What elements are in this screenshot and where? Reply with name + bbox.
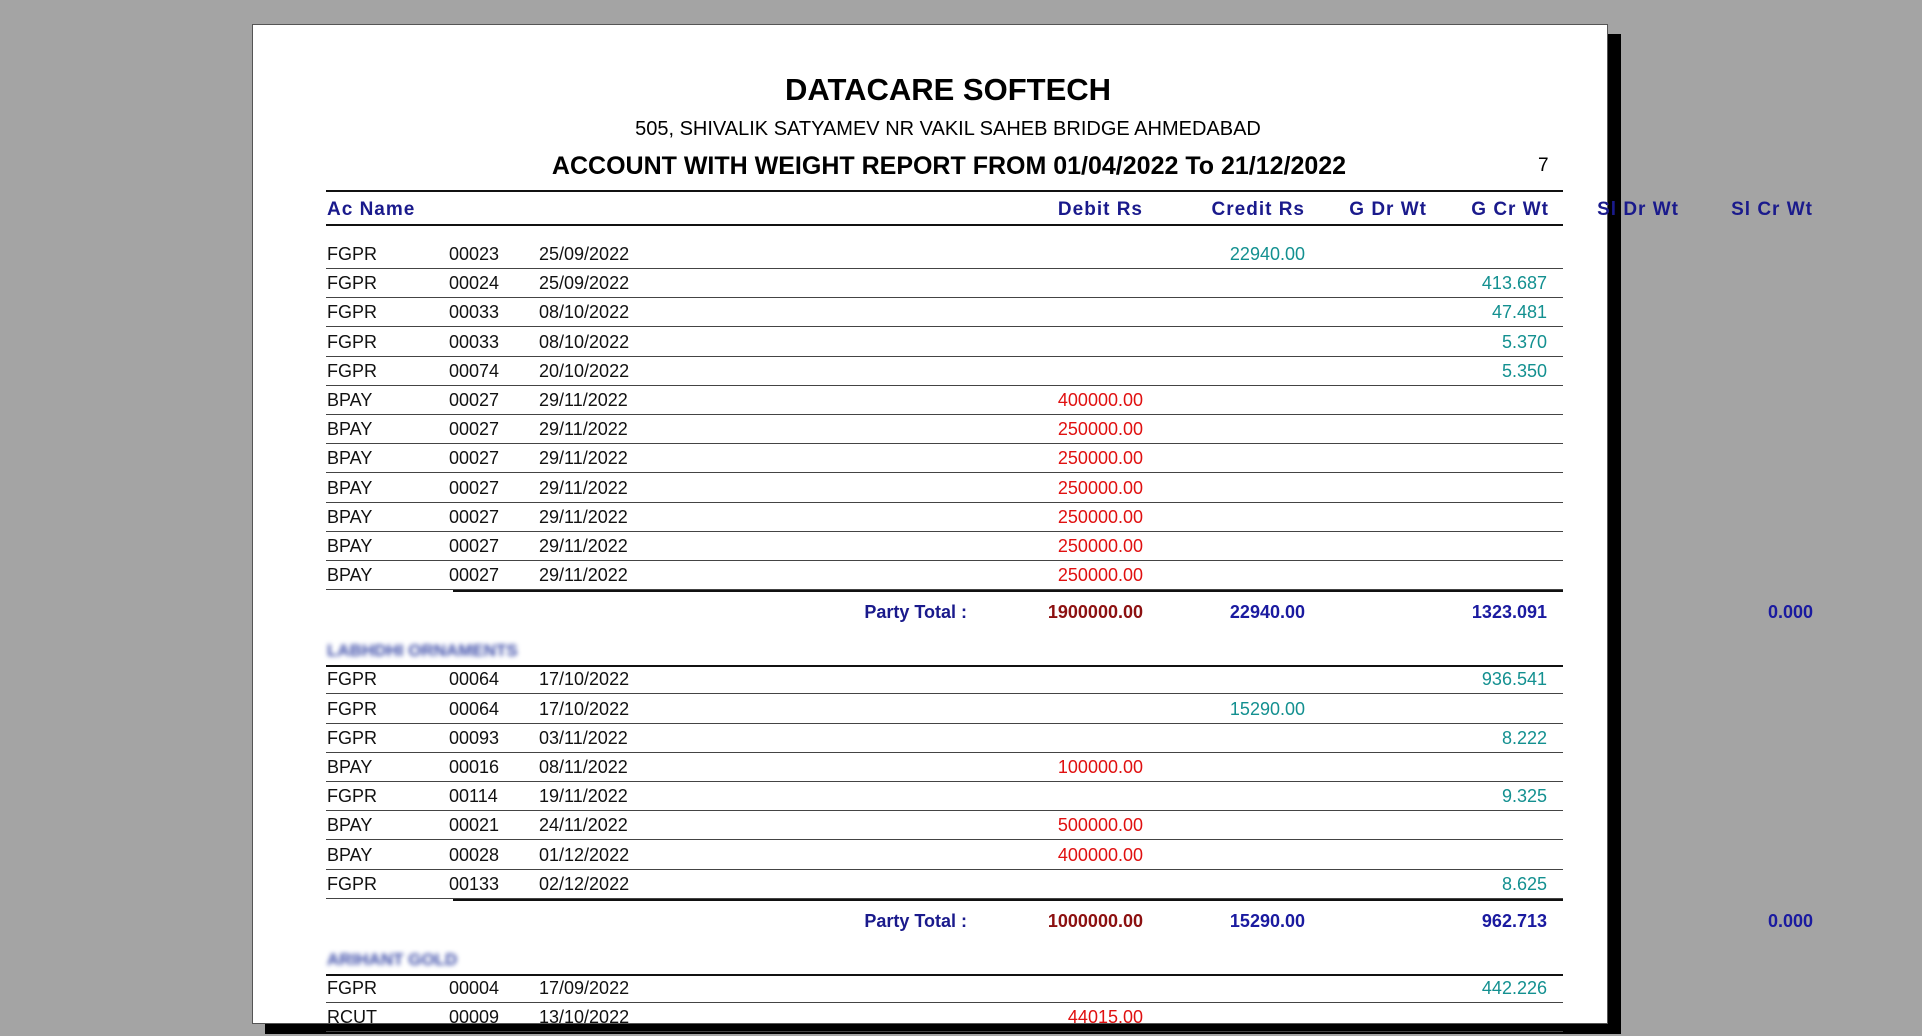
voucher-date: 29/11/2022	[539, 448, 628, 469]
row-rule	[326, 502, 1563, 503]
total-gold-cr-weight: 1323.091	[1471, 602, 1547, 623]
col-header-sl-cr: Sl Cr Wt	[1731, 199, 1813, 220]
gold-cr-weight: 5.370	[1501, 331, 1547, 352]
voucher-date: 24/11/2022	[539, 815, 628, 836]
party-name: ARIHANT GOLD	[327, 950, 458, 969]
voucher-number: 00027	[449, 477, 500, 498]
party-total-row	[253, 602, 1813, 631]
voucher-type: FGPR	[327, 302, 378, 323]
col-header-ac-name: Ac Name	[327, 199, 416, 220]
row-rule	[326, 531, 1563, 532]
voucher-type: RCUT	[327, 1007, 377, 1028]
voucher-type: BPAY	[327, 448, 373, 469]
gold-cr-weight: 47.481	[1491, 302, 1547, 323]
voucher-type: BPAY	[327, 565, 373, 586]
voucher-date: 29/11/2022	[539, 536, 628, 556]
total-rule	[453, 590, 1563, 592]
voucher-type: BPAY	[327, 390, 373, 410]
voucher-number: 00027	[449, 565, 500, 586]
row-rule	[326, 723, 1563, 724]
voucher-number: 00093	[449, 727, 500, 748]
header-rule-bottom	[326, 224, 1563, 226]
voucher-date: 29/11/2022	[539, 477, 628, 498]
row-rule	[326, 560, 1563, 561]
voucher-type: BPAY	[327, 536, 373, 556]
voucher-type: FGPR	[327, 360, 378, 381]
voucher-date: 08/10/2022	[539, 302, 630, 323]
voucher-type: BPAY	[327, 757, 373, 777]
voucher-type: FGPR	[327, 273, 378, 294]
total-rule	[453, 899, 1563, 901]
voucher-number: 00027	[449, 448, 500, 469]
voucher-type: FGPR	[327, 698, 378, 719]
voucher-type: BPAY	[327, 419, 373, 440]
row-rule	[326, 268, 1563, 269]
row-rule	[326, 385, 1563, 386]
page-number: 7	[1538, 155, 1549, 176]
voucher-number: 00024	[449, 273, 500, 294]
voucher-date: 29/11/2022	[539, 565, 628, 586]
voucher-number: 00064	[449, 669, 500, 690]
voucher-type: FGPR	[327, 786, 378, 807]
voucher-type: BPAY	[327, 506, 373, 527]
voucher-number: 00021	[449, 815, 500, 836]
voucher-date: 17/10/2022	[539, 698, 630, 719]
debit-amount: 400000.00	[1057, 390, 1143, 410]
total-silver-cr-weight: 0.000	[1767, 911, 1813, 931]
voucher-number: 00027	[449, 536, 500, 556]
voucher-number: 00027	[449, 419, 500, 440]
gold-cr-weight: 9.325	[1501, 786, 1547, 807]
row-rule	[326, 326, 1563, 327]
report-title: ACCOUNT WITH WEIGHT REPORT FROM 01/04/2022 To 21/12/2022	[551, 152, 1347, 180]
voucher-date: 03/11/2022	[539, 727, 628, 748]
report-page	[252, 24, 1813, 1028]
row-rule	[326, 781, 1563, 782]
voucher-number: 00074	[449, 360, 500, 381]
voucher-date: 17/09/2022	[539, 978, 630, 998]
voucher-type: BPAY	[327, 815, 373, 836]
voucher-type: BPAY	[327, 477, 373, 498]
total-credit: 22940.00	[1229, 602, 1305, 623]
row-rule	[326, 443, 1563, 444]
voucher-type: FGPR	[327, 331, 378, 352]
row-rule	[326, 356, 1563, 357]
voucher-number: 00027	[449, 390, 500, 410]
voucher-number: 00064	[449, 698, 500, 719]
gold-cr-weight: 442.226	[1481, 978, 1547, 998]
party-total-row	[253, 911, 1813, 940]
col-header-sl-dr: Sl Dr Wt	[1597, 199, 1679, 220]
row-rule	[326, 1031, 1563, 1032]
row-rule	[326, 693, 1563, 694]
debit-amount: 250000.00	[1057, 565, 1143, 586]
total-gold-cr-weight: 962.713	[1481, 911, 1547, 931]
debit-amount: 250000.00	[1057, 536, 1143, 556]
company-address: 505, SHIVALIK SATYAMEV NR VAKIL SAHEB BRIDGE AHMEDABAD	[635, 118, 1261, 140]
debit-amount: 500000.00	[1057, 815, 1143, 836]
total-credit: 15290.00	[1229, 911, 1305, 931]
voucher-type: FGPR	[327, 727, 378, 748]
row-rule	[326, 414, 1563, 415]
voucher-date: 20/10/2022	[539, 360, 630, 381]
gold-cr-weight: 936.541	[1481, 669, 1547, 690]
voucher-number: 00028	[449, 844, 500, 865]
voucher-date: 19/11/2022	[539, 786, 628, 807]
voucher-date: 17/10/2022	[539, 669, 630, 690]
party-rule	[326, 974, 1563, 976]
voucher-number: 00016	[449, 757, 500, 777]
voucher-date: 01/12/2022	[539, 844, 630, 865]
row-rule	[326, 1002, 1563, 1003]
debit-amount: 250000.00	[1057, 448, 1143, 469]
credit-amount: 15290.00	[1229, 698, 1305, 719]
gold-cr-weight: 5.350	[1501, 360, 1547, 381]
voucher-date: 29/11/2022	[539, 506, 628, 527]
party-total-label: Party Total :	[864, 602, 967, 623]
total-silver-cr-weight: 0.000	[1767, 602, 1813, 623]
row-rule	[326, 869, 1563, 870]
debit-amount: 44015.00	[1067, 1007, 1143, 1028]
party-rule	[326, 665, 1563, 667]
col-header-debit: Debit Rs	[1057, 199, 1143, 220]
total-debit: 1000000.00	[1047, 911, 1143, 931]
gold-cr-weight: 413.687	[1481, 273, 1547, 294]
row-rule	[326, 810, 1563, 811]
voucher-date: 25/09/2022	[539, 273, 630, 294]
voucher-number: 00133	[449, 873, 500, 894]
row-rule	[326, 752, 1563, 753]
total-debit: 1900000.00	[1047, 602, 1143, 623]
header-rule-top	[326, 190, 1563, 192]
voucher-number: 00023	[449, 244, 500, 264]
voucher-number: 00009	[449, 1007, 500, 1028]
voucher-number: 00033	[449, 331, 500, 352]
voucher-type: FGPR	[327, 244, 378, 264]
col-header-credit: Credit Rs	[1211, 199, 1305, 220]
voucher-date: 13/10/2022	[539, 1007, 630, 1028]
debit-amount: 400000.00	[1057, 844, 1143, 865]
voucher-date: 02/12/2022	[539, 873, 630, 894]
gold-cr-weight: 8.625	[1501, 873, 1547, 894]
debit-amount: 250000.00	[1057, 506, 1143, 527]
row-rule	[326, 472, 1563, 473]
voucher-type: FGPR	[327, 873, 378, 894]
credit-amount: 22940.00	[1229, 244, 1305, 264]
row-rule	[326, 839, 1563, 840]
voucher-number: 00033	[449, 302, 500, 323]
col-header-g-cr: G Cr Wt	[1471, 199, 1549, 220]
col-header-g-dr: G Dr Wt	[1349, 199, 1427, 220]
party-name: LABHDHI ORNAMENTS	[327, 641, 518, 661]
row-rule	[326, 297, 1563, 298]
debit-amount: 100000.00	[1057, 757, 1143, 777]
voucher-number: 00027	[449, 506, 500, 527]
gold-cr-weight: 8.222	[1501, 727, 1547, 748]
voucher-number: 00114	[449, 786, 498, 807]
debit-amount: 250000.00	[1057, 477, 1143, 498]
voucher-date: 29/11/2022	[539, 390, 628, 410]
voucher-type: BPAY	[327, 844, 373, 865]
debit-amount: 250000.00	[1057, 419, 1143, 440]
voucher-date: 29/11/2022	[539, 419, 628, 440]
voucher-date: 25/09/2022	[539, 244, 630, 264]
voucher-number: 00004	[449, 978, 500, 998]
voucher-date: 08/11/2022	[539, 757, 628, 777]
company-name: DATACARE SOFTECH	[784, 72, 1112, 107]
voucher-type: FGPR	[327, 669, 378, 690]
voucher-date: 08/10/2022	[539, 331, 630, 352]
voucher-type: FGPR	[327, 978, 378, 998]
party-total-label: Party Total :	[864, 911, 967, 931]
